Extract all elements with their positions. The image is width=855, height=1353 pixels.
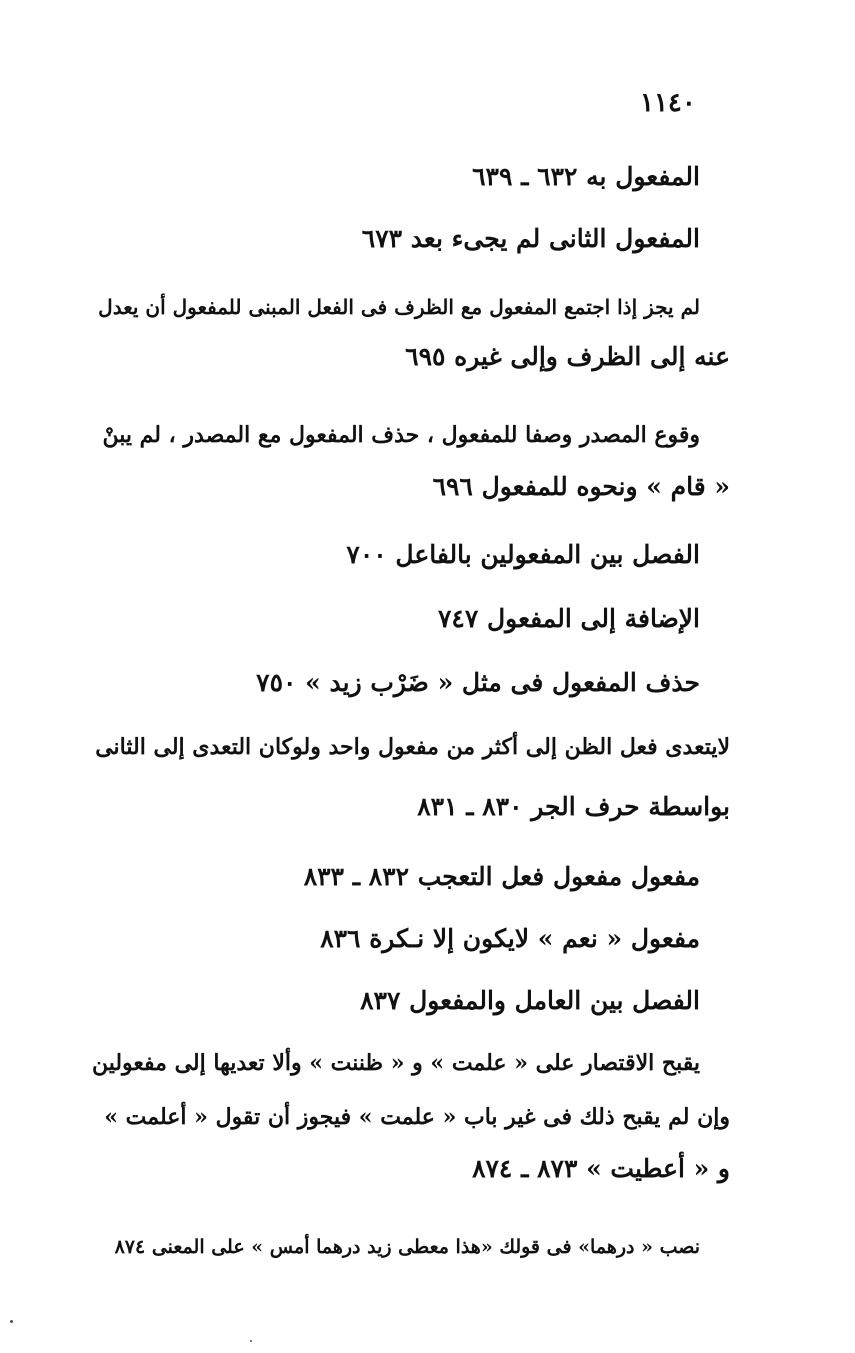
scan-speck — [10, 1320, 13, 1323]
index-entry: مفعول مفعول فعل التعجب ٨٣٢ ـ ٨٣٣ — [303, 862, 700, 891]
index-entry: وقوع المصدر وصفا للمفعول ، حذف المفعول مع المصدر ، لم يبنْ — [102, 422, 700, 448]
index-entry: المفعول الثانى لم يجىء بعد ٦٧٣ — [361, 224, 700, 253]
index-entry: حذف المفعول فى مثل « ضَرْب زيد » ٧٥٠ — [256, 668, 700, 697]
index-entry: مفعول « نعم » لايكون إلا نـكرة ٨٣٦ — [320, 924, 700, 953]
index-entry-continuation: بواسطة حرف الجر ٨٣٠ ـ ٨٣١ — [417, 792, 730, 821]
index-entry-continuation: وإن لم يقبح ذلك فى غير باب « علمت » فيجوز أن تقول « أعلمت » — [104, 1104, 730, 1130]
page-number: ١١٤٠ — [640, 88, 696, 118]
index-entry-continuation: و « أعطيت » ٨٧٣ ـ ٨٧٤ — [472, 1154, 730, 1183]
index-entry: لم يجز إذا اجتمع المفعول مع الظرف فى الفعل المبنى للمفعول أن يعدل — [98, 295, 700, 319]
index-entry-continuation: عنه إلى الظرف وإلى غيره ٦٩٥ — [405, 342, 730, 371]
index-entry: الفصل بين العامل والمفعول ٨٣٧ — [360, 986, 700, 1015]
index-entry: لايتعدى فعل الظن إلى أكثر من مفعول واحد ولوكان التعدى إلى الثانى — [95, 734, 730, 760]
scan-speck — [250, 1340, 252, 1342]
index-entry: المفعول به ٦٣٢ ـ ٦٣٩ — [472, 162, 700, 191]
index-entry: نصب « درهما» فى قولك «هذا معطى زيد درهما أمس » على المعنى ٨٧٤ — [114, 1236, 700, 1258]
index-entry: الفصل بين المفعولين بالفاعل ٧٠٠ — [346, 540, 700, 569]
index-entry-continuation: « قام » ونحوه للمفعول ٦٩٦ — [432, 472, 730, 501]
index-entry: يقبح الاقتصار على « علمت » و « ظننت » وألا تعديها إلى مفعولين — [91, 1050, 700, 1076]
index-entry: الإضافة إلى المفعول ٧٤٧ — [437, 604, 700, 633]
